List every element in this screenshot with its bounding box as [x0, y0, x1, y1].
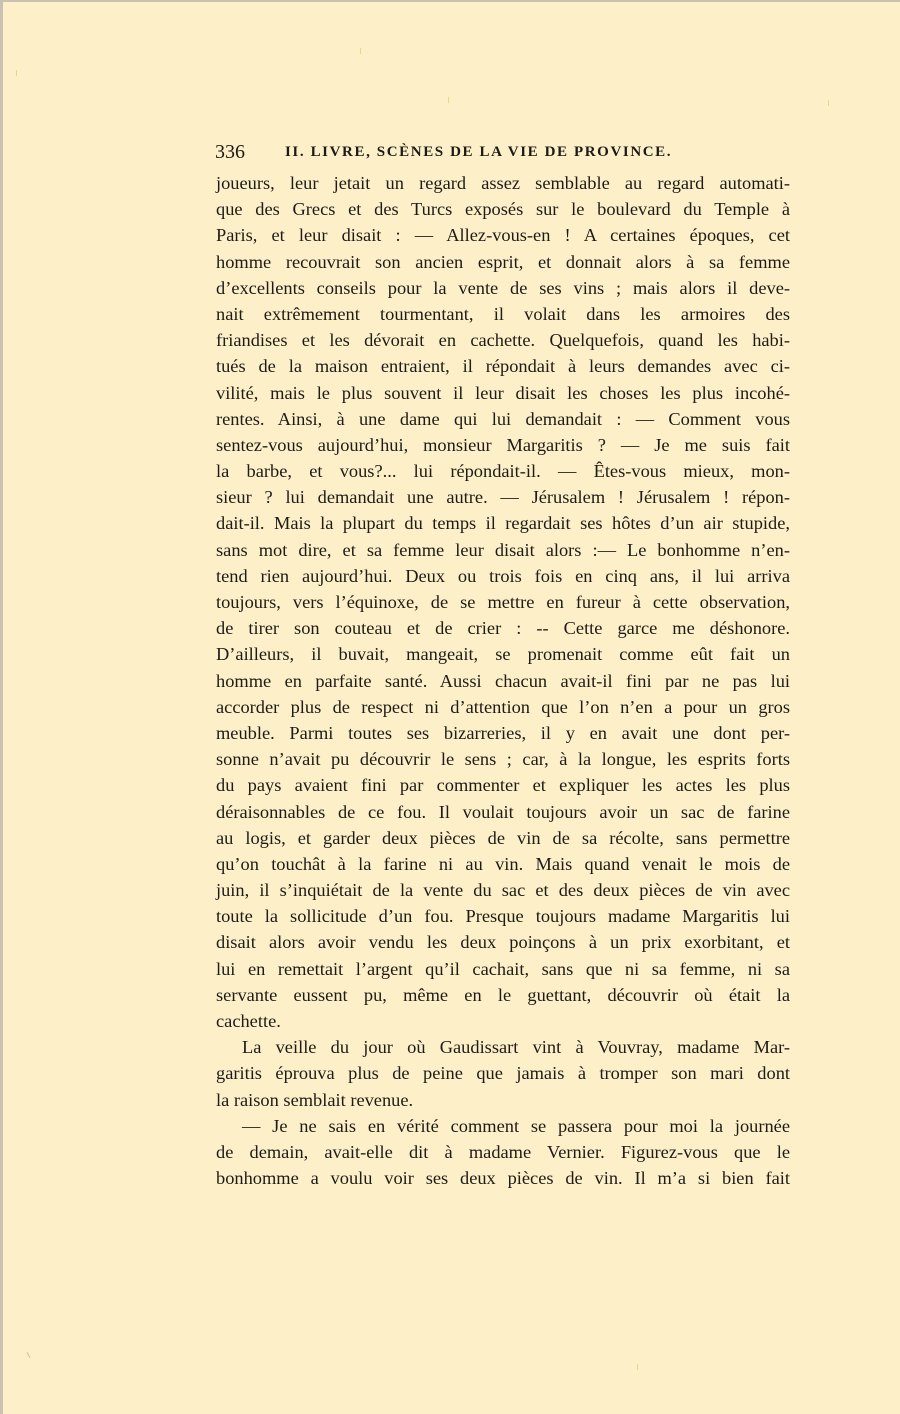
- text-line: disait alors avoir vendu les deux poinçons à un prix exorbitant, et: [216, 932, 790, 953]
- text-line: garitis éprouva plus de peine que jamais à tromper son mari dont: [216, 1063, 790, 1084]
- text-line: toute la sollicitude d’un fou. Presque toujours madame Margaritis lui: [216, 906, 790, 927]
- paper-speck: [360, 48, 361, 54]
- text-line: sieur ? lui demandait une autre. — Jérusalem ! Jérusalem ! répon-: [216, 487, 790, 508]
- text-line: joueurs, leur jetait un regard assez semblable au regard automati-: [216, 173, 790, 193]
- text-line: déraisonnables de ce fou. Il voulait toujours avoir un sac de farine: [216, 801, 790, 822]
- text-line: tend rien aujourd’hui. Deux ou trois fois en cinq ans, il lui arriva: [216, 565, 790, 586]
- text-line: nait extrêmement tourmentant, il volait dans les armoires des: [216, 303, 790, 324]
- text-line: Paris, et leur disait : — Allez-vous-en ! A certaines époques, cet: [216, 225, 790, 246]
- text-line: vilité, mais le plus souvent il leur disait les choses les plus incohé-: [216, 382, 790, 403]
- page-header: [215, 141, 790, 167]
- running-head: II. LIVRE, SCÈNES DE LA VIE DE PROVINCE.: [285, 144, 673, 160]
- text-line: de demain, avait-elle dit à madame Vernier. Figurez-vous que le: [216, 1141, 790, 1162]
- text-line: du pays avaient fini par commenter et expliquer les actes les plus: [216, 775, 790, 796]
- paper-speck: [828, 100, 829, 106]
- text-line: servante eussent pu, même en le guettant, découvrir où était la: [216, 984, 790, 1005]
- text-line: sonne n’avait pu découvrir le sens ; car, à la longue, les esprits forts: [216, 749, 790, 770]
- text-line: tués de la maison entraient, il répondait à leurs demandes avec ci-: [216, 356, 790, 377]
- paper-speck: [637, 1364, 638, 1370]
- text-line: qu’on touchât à la farine ni au vin. Mais quand venait le mois de: [216, 853, 790, 874]
- text-line: D’ailleurs, il buvait, mangeait, se promenait comme eût fait un: [216, 644, 790, 665]
- text-line: juin, il s’inquiétait de la vente du sac et des deux pièces de vin avec: [216, 880, 790, 901]
- paper-speck: [448, 97, 449, 103]
- text-line: accorder plus de respect ni d’attention que l’on n’en a pour un gros: [216, 696, 790, 717]
- text-line: au logis, et garder deux pièces de vin de sa récolte, sans permettre: [216, 827, 790, 848]
- text-line: cachette.: [216, 1011, 281, 1031]
- text-line: homme recouvrait son ancien esprit, et donnait alors à sa femme: [216, 251, 790, 272]
- text-line: la raison semblait revenue.: [216, 1089, 414, 1110]
- body-text: [216, 170, 790, 1191]
- text-line: dait-il. Mais la plupart du temps il regardait ses hôtes d’un air stupide,: [216, 513, 790, 534]
- text-line: la barbe, et vous?... lui répondait-il. — Êtes-vous mieux, mon-: [216, 461, 790, 482]
- text-line: sans mot dire, et sa femme leur disait alors :— Le bonhomme n’en-: [216, 539, 790, 560]
- page-number: 336: [215, 141, 245, 163]
- text-line: friandises et les dévorait en cachette. Quelquefois, quand les habi-: [216, 330, 790, 351]
- text-line: d’excellents conseils pour la vente de ses vins ; mais alors il deve-: [216, 277, 790, 298]
- paper-speck: [27, 1352, 31, 1358]
- paper-speck: [16, 70, 17, 76]
- text-line: rentes. Ainsi, à une dame qui lui demandait : — Comment vous: [216, 408, 790, 429]
- text-line: sentez-vous aujourd’hui, monsieur Margaritis ? — Je me suis fait: [216, 434, 790, 455]
- text-line: bonhomme a voulu voir ses deux pièces de vin. Il m’a si bien fait: [216, 1168, 790, 1189]
- text-line: que des Grecs et des Turcs exposés sur le boulevard du Temple à: [216, 199, 790, 220]
- text-line: homme en parfaite santé. Aussi chacun avait-il fini par ne pas lui: [216, 670, 790, 691]
- text-line: toujours, vers l’équinoxe, de se mettre en fureur à cette observation,: [216, 592, 790, 612]
- text-line: — Je ne sais en vérité comment se passera pour moi la journée: [242, 1115, 790, 1136]
- text-line: meuble. Parmi toutes ses bizarreries, il y en avait une dont per-: [216, 722, 790, 743]
- text-line: de tirer son couteau et de crier : -- Cette garce me déshonore.: [216, 618, 790, 639]
- text-line: lui en remettait l’argent qu’il cachait, sans que ni sa femme, ni sa: [216, 958, 790, 979]
- text-line: La veille du jour où Gaudissart vint à Vouvray, madame Mar-: [242, 1037, 790, 1058]
